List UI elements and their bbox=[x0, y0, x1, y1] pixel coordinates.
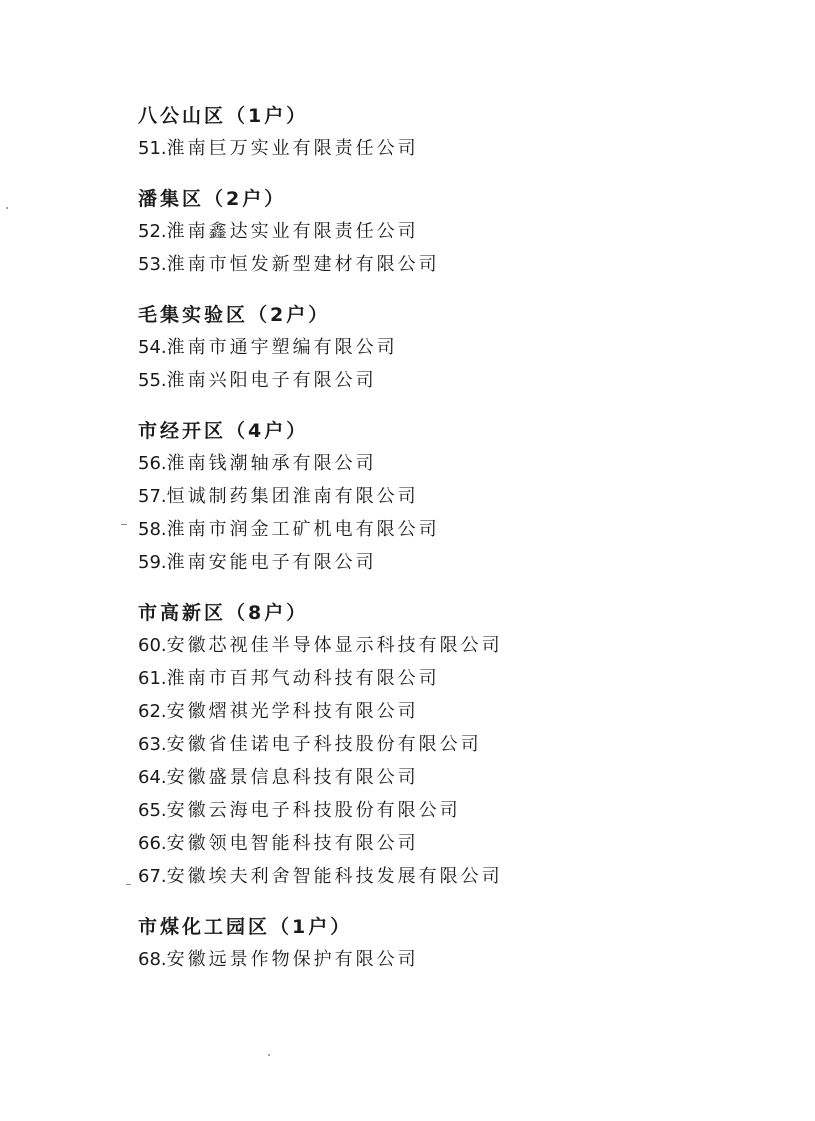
list-item: 55.淮南兴阳电子有限公司 bbox=[138, 370, 377, 391]
scan-speck bbox=[6, 207, 8, 209]
list-item: 67.安徽埃夫利舍智能科技发展有限公司 bbox=[138, 866, 503, 887]
list-item: 60.安徽芯视佳半导体显示科技有限公司 bbox=[138, 635, 503, 656]
section-jingkai bbox=[138, 415, 758, 579]
list-item: 61.淮南市百邦气动科技有限公司 bbox=[138, 668, 440, 689]
list-item: 64.安徽盛景信息科技有限公司 bbox=[138, 767, 419, 788]
section-heading: 八公山区（1户） bbox=[138, 105, 309, 127]
section-bagongshan bbox=[138, 100, 758, 165]
scan-speck bbox=[126, 884, 131, 885]
scan-speck bbox=[268, 1054, 270, 1056]
list-item: 54.淮南市通宇塑编有限公司 bbox=[138, 337, 398, 358]
list-item: 52.淮南鑫达实业有限责任公司 bbox=[138, 221, 419, 242]
section-heading: 毛集实验区（2户） bbox=[138, 304, 331, 326]
section-heading: 市高新区（8户） bbox=[138, 602, 309, 624]
list-item: 68.安徽远景作物保护有限公司 bbox=[138, 949, 419, 970]
list-item: 51.淮南巨万实业有限责任公司 bbox=[138, 138, 419, 159]
section-heading: 潘集区（2户） bbox=[138, 188, 287, 210]
section-heading: 市煤化工园区（1户） bbox=[138, 916, 353, 938]
list-item: 59.淮南安能电子有限公司 bbox=[138, 552, 377, 573]
section-gaoxin bbox=[138, 597, 758, 893]
company-list bbox=[138, 100, 758, 976]
section-maoji bbox=[138, 299, 758, 397]
list-item: 62.安徽熠祺光学科技有限公司 bbox=[138, 701, 419, 722]
list-item: 56.淮南钱潮轴承有限公司 bbox=[138, 453, 377, 474]
list-item: 58.淮南市润金工矿机电有限公司 bbox=[138, 519, 440, 540]
list-item: 63.安徽省佳诺电子科技股份有限公司 bbox=[138, 734, 482, 755]
list-item: 53.淮南市恒发新型建材有限公司 bbox=[138, 254, 440, 275]
section-panji bbox=[138, 183, 758, 281]
section-meihuagong bbox=[138, 911, 758, 976]
list-item: 65.安徽云海电子科技股份有限公司 bbox=[138, 800, 461, 821]
section-heading: 市经开区（4户） bbox=[138, 420, 309, 442]
list-item: 66.安徽领电智能科技有限公司 bbox=[138, 833, 419, 854]
list-item: 57.恒诚制药集团淮南有限公司 bbox=[138, 486, 419, 507]
scan-speck bbox=[121, 524, 127, 525]
